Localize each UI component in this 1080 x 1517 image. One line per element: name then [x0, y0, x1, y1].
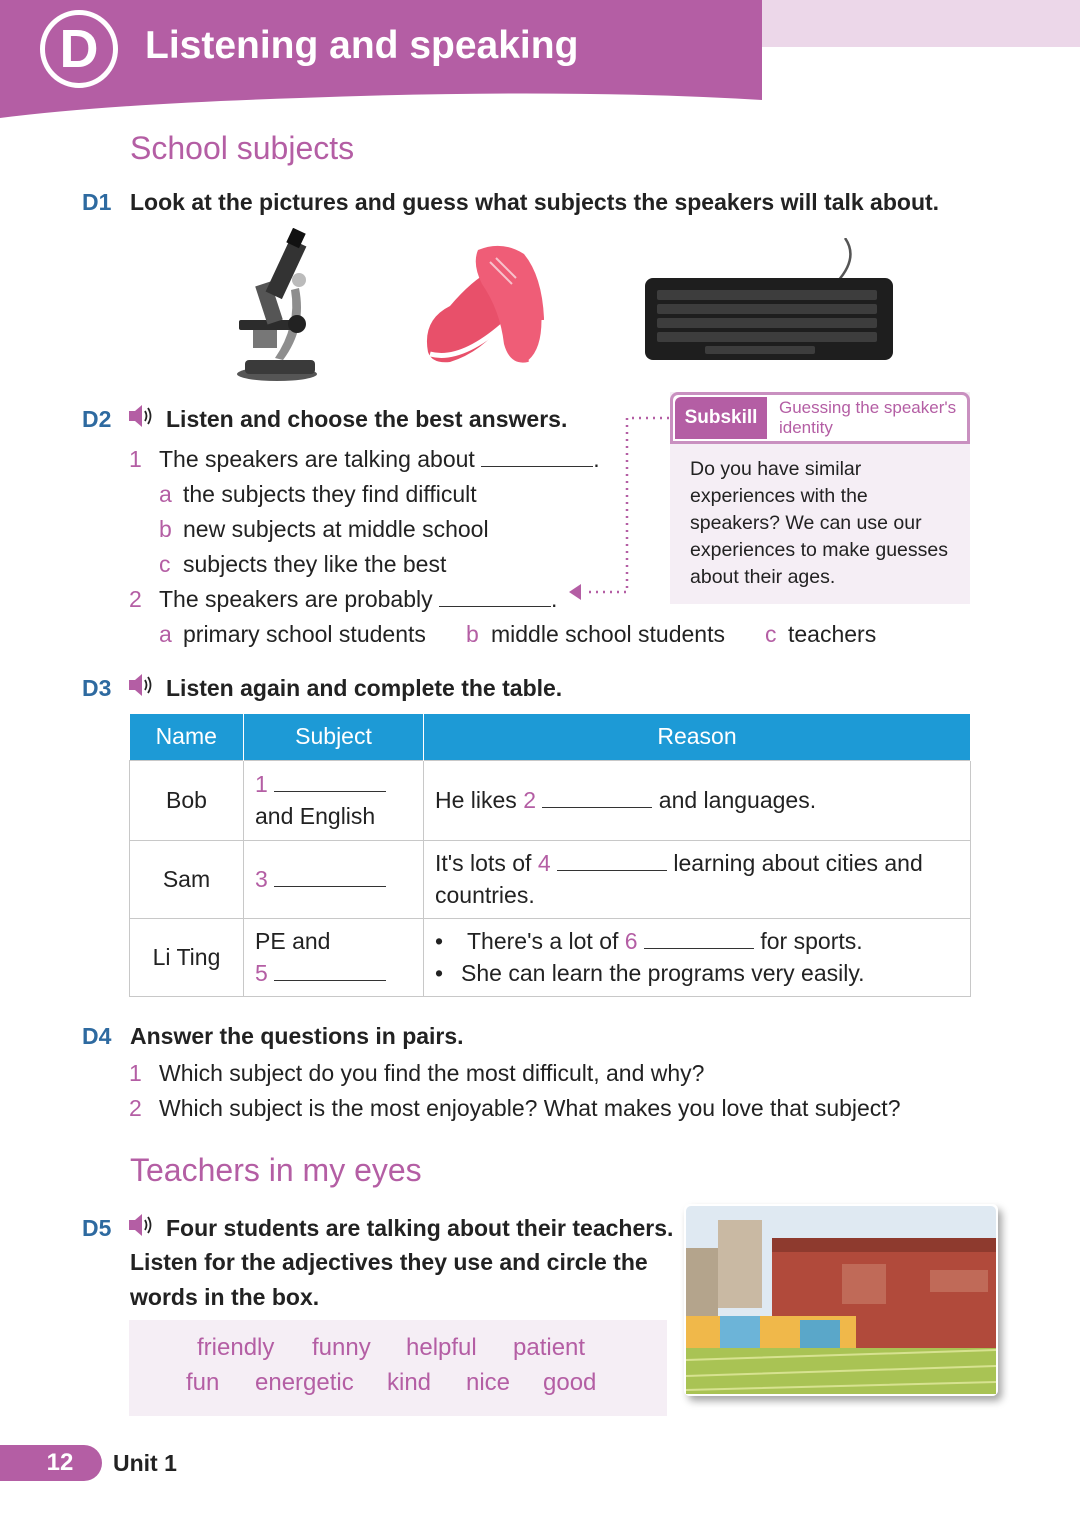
blank-number: 3 [255, 866, 268, 892]
cell-name: Bob [130, 760, 244, 840]
blank-number: 1 [255, 771, 268, 797]
reason-text: She can learn the programs very easily. [461, 960, 865, 986]
reason-text: There's a lot of [466, 928, 619, 954]
sneakers-image [420, 240, 550, 370]
option-text[interactable]: primary school students [183, 621, 426, 647]
section-title-teachers: Teachers in my eyes [130, 1152, 422, 1188]
blank-number: 4 [537, 850, 551, 876]
subject-text: and English [255, 803, 376, 829]
microscope-image [225, 228, 325, 383]
bullet-item [435, 925, 970, 957]
subjects-table [129, 714, 971, 997]
reason-text: learning about cities and [673, 850, 923, 876]
answer-blank[interactable] [557, 851, 667, 871]
option-text[interactable]: the subjects they find difficult [183, 481, 477, 507]
exercise-code-d1: D1 [82, 189, 112, 215]
answer-blank[interactable] [274, 961, 386, 981]
exercise-instruction-d5-line1: Four students are talking about their teachers. [166, 1215, 674, 1241]
cell-reason [424, 918, 971, 996]
page-title: Listening and speaking [145, 24, 579, 67]
option-letter: a [159, 481, 172, 507]
section-letter-badge: D [40, 10, 118, 88]
question-text: Which subject is the most enjoyable? What makes you love that subject? [159, 1095, 901, 1121]
blank-number: 6 [624, 928, 638, 954]
option-letter: a [159, 621, 172, 647]
question-number: 2 [129, 586, 142, 612]
option-letter: b [466, 621, 479, 647]
question-stem: The speakers are probably [159, 586, 433, 612]
answer-blank[interactable] [274, 867, 386, 887]
audio-icon[interactable] [128, 1212, 154, 1238]
subject-text: PE and [255, 928, 331, 954]
table-row [130, 760, 971, 840]
word-option[interactable]: patient [513, 1334, 586, 1361]
reason-text: It's lots of [435, 850, 532, 876]
answer-blank[interactable] [439, 587, 551, 607]
word-option[interactable]: energetic [255, 1369, 354, 1396]
cell-name: Li Ting [130, 918, 244, 996]
word-option[interactable]: funny [312, 1334, 371, 1361]
option-text[interactable]: subjects they like the best [183, 551, 447, 577]
subskill-box [670, 392, 970, 604]
question-text [159, 446, 600, 473]
word-option[interactable]: helpful [406, 1334, 477, 1361]
table-header-row [130, 714, 971, 760]
column-header-name: Name [130, 714, 244, 760]
section-title-school-subjects: School subjects [130, 130, 355, 166]
audio-icon[interactable] [128, 403, 154, 429]
subskill-header [670, 392, 970, 444]
exercise-instruction-d2: Listen and choose the best answers. [166, 406, 568, 432]
subskill-label: Guessing the speaker's identity [779, 398, 957, 437]
question-end: . [551, 586, 558, 612]
cell-reason [424, 760, 971, 840]
question-number: 2 [129, 1095, 142, 1121]
word-option[interactable]: fun [186, 1369, 220, 1396]
option-text[interactable]: teachers [788, 621, 877, 647]
reason-bullet-list [435, 925, 970, 989]
subskill-tag: Subskill [675, 397, 767, 439]
dotted-connector [565, 410, 675, 606]
question-number: 1 [129, 1060, 142, 1086]
answer-blank[interactable] [644, 929, 754, 949]
exercise-code-d3: D3 [82, 675, 112, 701]
word-option[interactable]: kind [387, 1369, 432, 1396]
cell-subject [244, 918, 424, 996]
answer-blank[interactable] [274, 772, 386, 792]
question-text [159, 586, 557, 613]
reason-text: countries. [435, 882, 535, 908]
school-building-photo [680, 1200, 1010, 1410]
header-banner [0, 0, 1080, 130]
option-text[interactable]: middle school students [491, 621, 725, 647]
cell-reason [424, 840, 971, 918]
exercise-instruction-d5-line2: Listen for the adjectives they use and circle the [130, 1249, 648, 1275]
word-option[interactable]: nice [466, 1369, 511, 1396]
subskill-body: Do you have similar experiences with the speakers? We can use our experiences to make guesses about their ages. [690, 458, 948, 588]
footer-unit-label: Unit 1 [113, 1450, 177, 1476]
exercise-code-d4: D4 [82, 1023, 112, 1049]
reason-text: He likes [435, 787, 517, 813]
word-option[interactable]: friendly [197, 1334, 275, 1361]
exercise-code-d5: D5 [82, 1215, 112, 1241]
exercise-instruction-d5-line3: words in the box. [130, 1284, 320, 1310]
table-row [130, 840, 971, 918]
bullet-item [435, 957, 970, 989]
exercise-code-d2: D2 [82, 406, 112, 432]
option-letter: b [159, 516, 172, 542]
column-header-subject: Subject [244, 714, 424, 760]
word-option[interactable]: good [543, 1369, 597, 1396]
answer-blank[interactable] [542, 788, 652, 808]
word-box [129, 1320, 667, 1416]
exercise-instruction-d3: Listen again and complete the table. [166, 675, 563, 701]
blank-number: 5 [255, 960, 268, 986]
exercise-instruction-d4: Answer the questions in pairs. [130, 1023, 464, 1049]
option-letter: c [159, 551, 171, 577]
blank-number: 2 [523, 787, 536, 813]
cell-name: Sam [130, 840, 244, 918]
cell-subject [244, 760, 424, 840]
page-number-badge: 12 [0, 1445, 102, 1481]
column-header-reason: Reason [424, 714, 971, 760]
reason-text: for sports. [760, 928, 863, 954]
question-text: Which subject do you find the most difficult, and why? [159, 1060, 705, 1086]
reason-text: and languages. [658, 787, 817, 813]
cell-subject [244, 840, 424, 918]
option-letter: c [765, 621, 777, 647]
question-end: . [593, 446, 600, 472]
question-number: 1 [129, 446, 142, 472]
keyboard-image [645, 238, 895, 362]
audio-icon[interactable] [128, 672, 154, 698]
table-row [130, 918, 971, 996]
option-text[interactable]: new subjects at middle school [183, 516, 489, 542]
question-stem: The speakers are talking about [159, 446, 475, 472]
exercise-instruction-d1: Look at the pictures and guess what subjects the speakers will talk about. [130, 189, 940, 215]
